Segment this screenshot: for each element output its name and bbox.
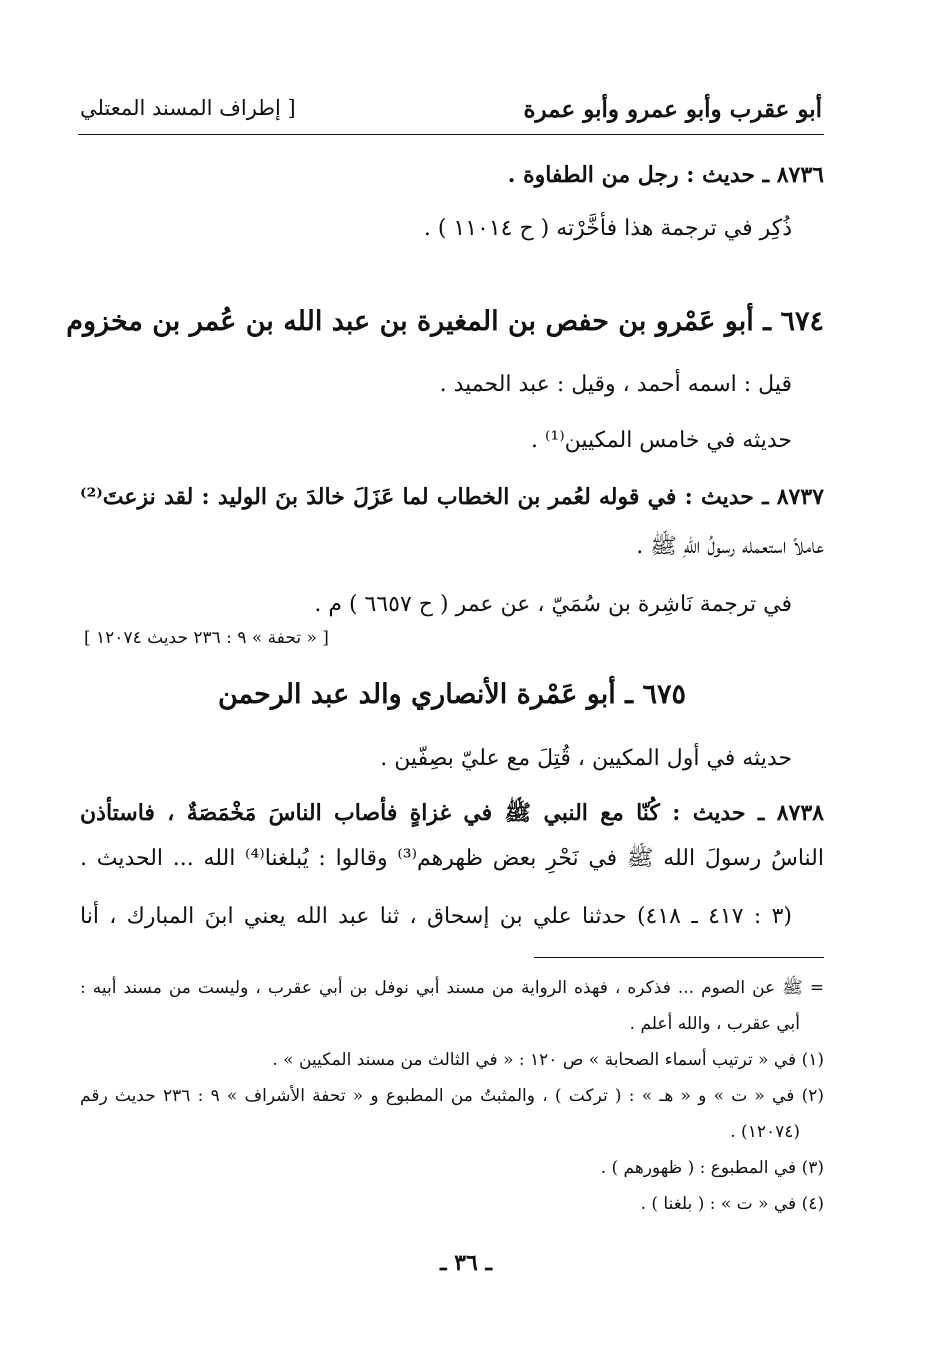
footnote-continued-1: = ﷺ عن الصوم ... فذكره ، فهذه الرواية من مسند أبي نوفل بن أبي عقرب ، وليست من مسند أبيه :: [80, 978, 824, 998]
chapter-674-location: حديثه في خامس المكيين⁽¹⁾ .: [530, 428, 792, 453]
hadith-8737-line1: ٨٧٣٧ ـ حديث : في قوله لعُمر بن الخطاب لما عَزَلَ خالدَ بنَ الوليد : لقد نزعتَ⁽²⁾: [80, 484, 824, 510]
chapter-675-location: حديثه في أول المكيين ، قُتِلَ مع عليّ بصِفّين .: [380, 746, 792, 771]
hadith-8738-line2: الناسُ رسولَ الله ﷺ في نَحْرِ بعض ظهرهم⁽³⁾ وقالوا : يُبلغنا⁽⁴⁾ الله ... الحديث .: [80, 846, 824, 871]
chapter-674-heading: ٦٧٤ ـ أبو عَمْرو بن حفص بن المغيرة بن عبد الله بن عُمر بن مخزوم: [66, 306, 824, 337]
hadith-8738-line1: ٨٧٣٨ ـ حديث : كُنّا مع النبي ﷺ في غزاةٍ فأصاب الناسَ مَخْمَصَةٌ ، فاستأذن: [80, 800, 824, 826]
chapter-675-heading: ٦٧٥ ـ أبو عَمْرة الأنصاري والد عبد الرحمن: [217, 679, 686, 710]
footnote-continued-2: أبي عقرب ، والله أعلم .: [629, 1014, 800, 1034]
footnote-rule: [534, 957, 824, 958]
hadith-8736-note: ذُكِر في ترجمة هذا فأخَّرْته ( ح ١١٠١٤ ) .: [423, 216, 792, 241]
isnad-line: (٣ : ٤١٧ ـ ٤١٨) حدثنا علي بن إسحاق ، ثنا عبد الله يعني ابنَ المبارك ، أنا: [80, 904, 792, 929]
running-header-book: [ إطراف المسند المعتلي: [80, 96, 296, 120]
footnote-2-line2: (١٢٠٧٤) .: [730, 1122, 800, 1142]
footnote-1: (١) في « ترتيب أسماء الصحابة » ص ١٢٠ : « في الثالث من مسند المكيين » .: [272, 1050, 824, 1070]
hadith-8737-line2: عاملاً استعمله رسولُ اللهِ ﷺ .: [636, 534, 824, 559]
footnote-3: (٣) في المطبوع : ( ظهورهم ) .: [600, 1158, 824, 1178]
running-header-title: أبو عقرب وأبو عمرو وأبو عمرة: [523, 96, 822, 123]
page-number: ـ ٣٦ ـ: [440, 1250, 492, 1276]
footnote-4: (٤) في « ت » : ( بلغنا ) .: [640, 1194, 824, 1214]
footnote-2-line1: (٢) في « ت » و « هـ » : ( تركت ) ، والمثبتُ من المطبوع و « تحفة الأشراف » ٩ : ٢٣٦ حديث رقم: [80, 1086, 824, 1106]
hadith-8736: ٨٧٣٦ ـ حديث : رجل من الطفاوة .: [507, 162, 824, 188]
tuhfa-reference: [ « تحفة » ٩ : ٢٣٦ حديث ١٢٠٧٤ ]: [84, 628, 329, 648]
chapter-674-name-note: قيل : اسمه أحمد ، وقيل : عبد الحميد .: [439, 372, 792, 397]
header-rule: [78, 134, 824, 135]
hadith-8737-source: في ترجمة نَاشِرة بن سُمَيّ ، عن عمر ( ح ٦٦٥٧ ) م .: [314, 592, 792, 617]
